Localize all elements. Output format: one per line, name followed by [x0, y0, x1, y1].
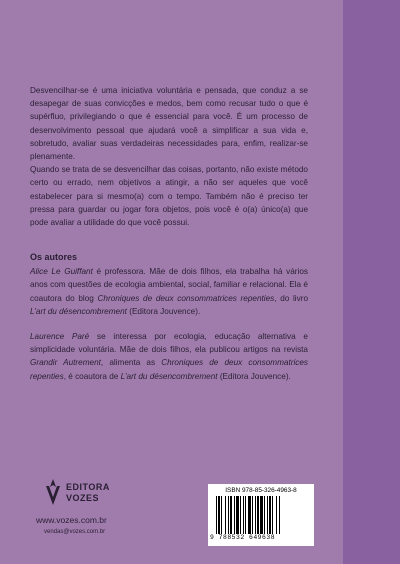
- author-2-text-1: se interessa por ecologia, educação alternativa e simplicidade voluntária. Mãe de dois filhos, ela publicou artigos na revista: [30, 332, 308, 355]
- barcode-bars: [216, 496, 308, 534]
- author-1-text-3: (Editora Jouvence).: [126, 306, 201, 316]
- author-2-text-4: (Editora Jouvence).: [217, 371, 291, 381]
- author-1-text-2: , do livro: [274, 293, 309, 303]
- author-2-bio: [30, 330, 308, 383]
- barcode-digits: 9 788532 649638: [210, 534, 276, 541]
- publisher-name: [66, 482, 110, 504]
- author-1-text-1: é professora. Mãe de dois filhos, ela trabalha há vários anos com questões de ecologia ambiental, social, familiar e relacional. Ela é coautora do blog: [30, 267, 308, 303]
- right-color-band: [343, 0, 400, 564]
- publisher-name-line-1: EDITORA: [66, 482, 110, 492]
- publisher-name-line-2: VOZES: [66, 493, 100, 503]
- publisher-website[interactable]: www.vozes.com.br: [36, 515, 107, 525]
- author-1-book: L’art du désencombrement: [30, 306, 127, 316]
- barcode: [208, 484, 314, 546]
- publisher-email[interactable]: vendas@vozes.com.br: [44, 529, 106, 535]
- author-2-text-3: , é coautora de: [63, 371, 121, 381]
- vozes-logo-icon: [44, 478, 62, 506]
- author-2-book: L’art du désencombrement: [120, 371, 218, 381]
- author-2-blog: Chroniques de deux consommatrices repenties: [30, 358, 309, 381]
- author-1-name: Alice Le Guiffant: [30, 267, 93, 277]
- intro-paragraph-2: Quando se trata de se desvencilhar das coisas, portanto, não existe método certo ou errado, nem objetivos a atingir, a não ser aqueles que você estabelecer para si mesmo(a) com o tempo. Também não é preciso ter pressa para guardar ou jogar fora objetos, pois você é o(a) único(a) que pode avaliar a utilidade do que você possui.: [30, 165, 308, 228]
- author-2-magazine: Grandir Autrement: [30, 358, 101, 368]
- intro-paragraph-1: Desvencilhar-se é uma iniciativa voluntária e pensada, que conduz a se desapegar de suas convicções e medos, bem como recusar tudo o que é supérfluo, privilegiando o que é essencial para você. É um processo de desenvolvimento pessoal que ajudará você a simplificar a sua vida e, sobretudo, avaliar suas verdadeiras necessidades para, enfim, realizar-se plenamente.: [30, 86, 308, 162]
- author-2-text-2: , alimenta as: [100, 358, 162, 368]
- author-1-blog: Chroniques de deux consommatrices repenties: [97, 293, 275, 303]
- back-cover-text: [30, 84, 308, 383]
- author-1-bio: [30, 265, 308, 318]
- authors-heading: Os autores: [30, 252, 78, 263]
- isbn-label: ISBN 978-85-326-4963-8: [225, 487, 297, 494]
- author-2-name: Laurence Paré: [30, 332, 90, 342]
- publisher-logo: [44, 478, 134, 512]
